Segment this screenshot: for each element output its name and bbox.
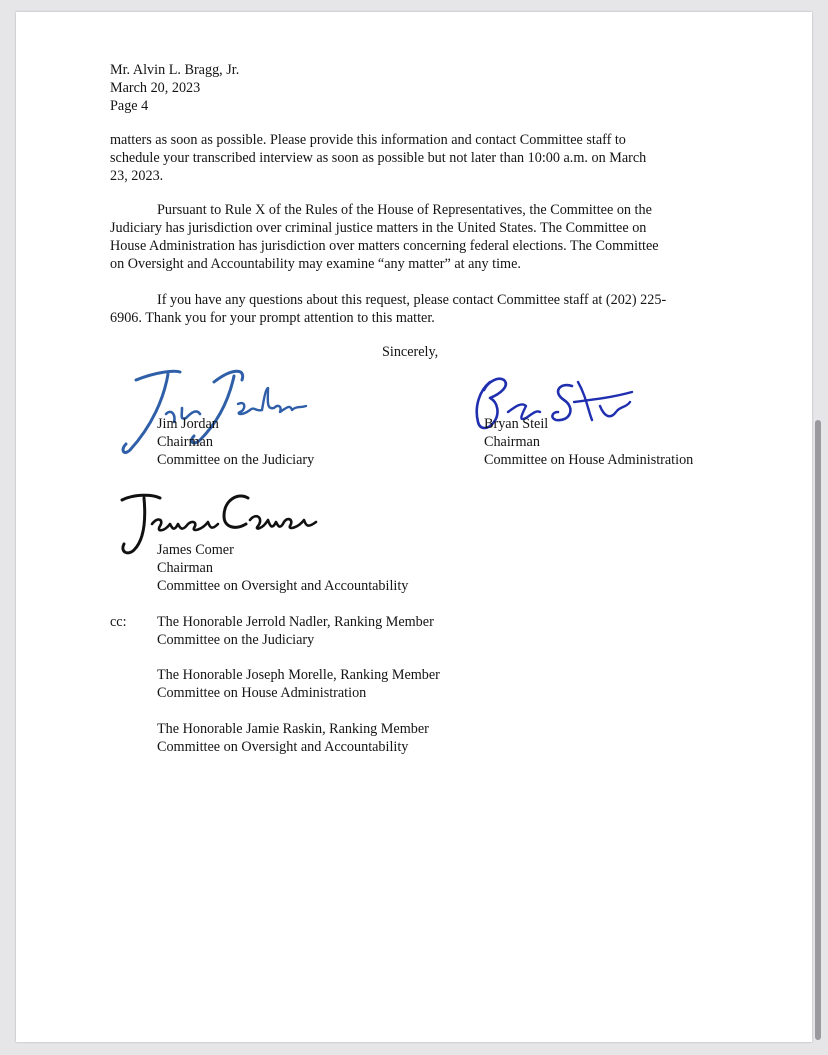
signatory-name: James Comer — [157, 542, 234, 558]
letter-page — [16, 12, 812, 1042]
paragraph-line: on Oversight and Accountability may examine “any matter” at any time. — [110, 256, 521, 272]
cc-recipient-name: The Honorable Jamie Raskin, Ranking Member — [157, 721, 429, 737]
signatory-committee: Committee on Oversight and Accountability — [157, 578, 409, 594]
signature-stroke — [238, 388, 306, 414]
paragraph-line: If you have any questions about this request, please contact Committee staff at (202) 225- — [157, 292, 667, 308]
signature-stroke — [152, 520, 218, 531]
paragraph-line: 23, 2023. — [110, 168, 164, 184]
signature-stroke — [122, 495, 160, 553]
signatory-title: Chairman — [157, 434, 213, 450]
paragraph-line: schedule your transcribed interview as soon as possible but not later than 10:00 a.m. on March — [110, 150, 647, 166]
signature-stroke — [574, 382, 632, 420]
paragraph-line: Pursuant to Rule X of the Rules of the House of Representatives, the Committee on the — [157, 202, 652, 218]
signatory-name: Bryan Steil — [484, 416, 549, 432]
signature-stroke — [552, 385, 572, 420]
paragraph-line: 6906. Thank you for your prompt attention to this matter. — [110, 310, 435, 326]
cc-recipient-committee: Committee on the Judiciary — [157, 632, 315, 648]
cc-recipient-name: The Honorable Joseph Morelle, Ranking Member — [157, 667, 440, 683]
signature-jordan — [116, 358, 316, 458]
cc-recipient-committee: Committee on Oversight and Accountability — [157, 739, 409, 755]
vertical-scrollbar[interactable] — [815, 420, 821, 1040]
signatory-title: Chairman — [484, 434, 540, 450]
cc-recipient-committee: Committee on House Administration — [157, 685, 367, 701]
paragraph-line: House Administration has jurisdiction over matters concerning federal elections. The Committee — [110, 238, 659, 254]
signatory-title: Chairman — [157, 560, 213, 576]
paragraph-line: Judiciary has jurisdiction over criminal justice matters in the United States. The Committee on — [110, 220, 647, 236]
signatory-name: Jim Jordan — [157, 416, 219, 432]
paragraph-line: matters as soon as possible. Please provide this information and contact Committee staff to — [110, 132, 626, 148]
signatory-committee: Committee on House Administration — [484, 452, 694, 468]
closing: Sincerely, — [382, 344, 439, 360]
signatory-committee: Committee on the Judiciary — [157, 452, 315, 468]
recipient-name: Mr. Alvin L. Bragg, Jr. — [110, 62, 240, 78]
letter-date: March 20, 2023 — [110, 80, 201, 96]
cc-recipient-name: The Honorable Jerrold Nadler, Ranking Member — [157, 614, 434, 630]
cc-label: cc: — [110, 614, 127, 630]
signature-stroke — [250, 516, 316, 528]
page-number: Page 4 — [110, 98, 149, 114]
signature-stroke — [224, 496, 248, 527]
